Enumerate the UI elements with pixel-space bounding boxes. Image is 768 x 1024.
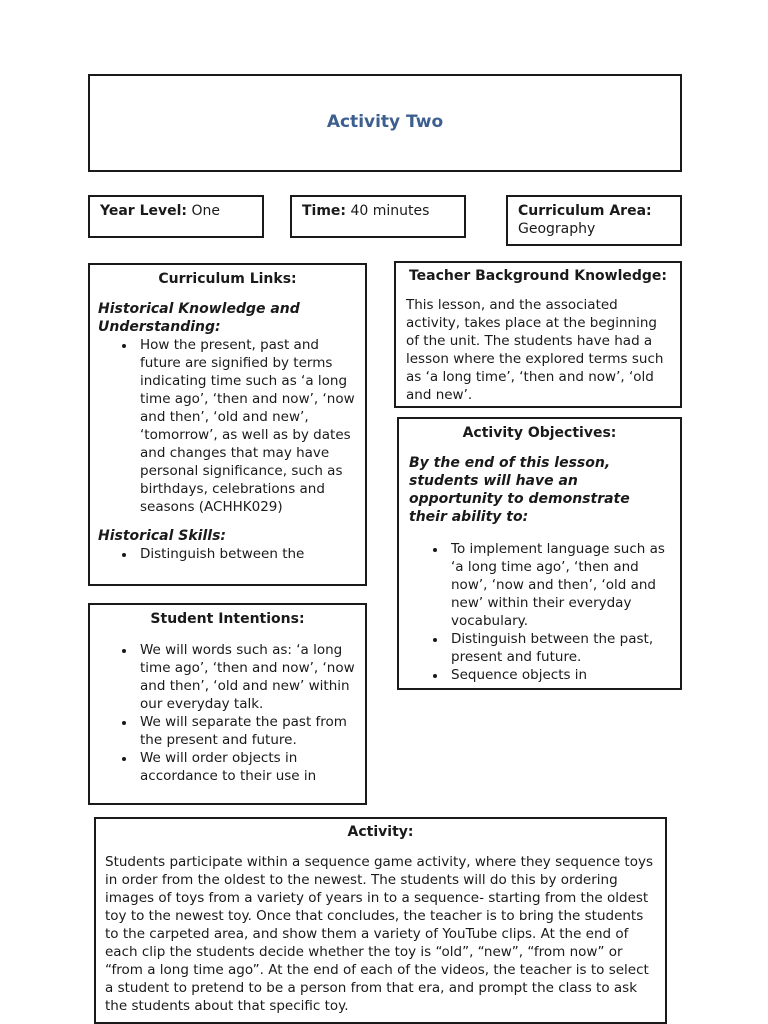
activity-objectives-heading: Activity Objectives: xyxy=(462,425,617,441)
activity-objectives-box xyxy=(397,417,682,690)
year-level-value: One xyxy=(191,203,220,219)
student-intentions-heading: Student Intentions: xyxy=(150,611,305,627)
teacher-background-heading: Teacher Background Knowledge: xyxy=(408,268,668,284)
curriculum-links-heading: Curriculum Links: xyxy=(158,271,297,287)
activity-heading: Activity: xyxy=(347,824,414,840)
objective-item: • To implement language such as ‘a long time ago’, ‘then and now’, ‘now and then’, ‘old and new’ within their everyday vocabulary. xyxy=(447,540,670,630)
historical-skills-heading: Historical Skills: xyxy=(98,528,227,544)
time-value: 40 minutes xyxy=(350,203,430,219)
time-box xyxy=(290,195,466,238)
title-box xyxy=(88,74,682,172)
historical-knowledge-heading: Historical Knowledge and Understanding: xyxy=(98,301,300,335)
intention-item: • We will separate the past from the present and future. xyxy=(136,713,357,749)
curriculum-link-item: • How the present, past and future are signified by terms indicating time such as ‘a long time ago’, ‘then and now’, ‘now and then’, ‘old and new’, ‘tomorrow’, as well as by dates and changes that may have personal significance, such as birthdays, celebrations and seasons (ACHHK029) xyxy=(136,336,357,516)
teacher-background-text: This lesson, and the associated activity, takes place at the beginning of the unit. The students have had a lesson where the explored terms such as ‘a long time’, ‘then and now’, ‘old and new’. xyxy=(406,297,664,403)
teacher-background-box xyxy=(394,261,682,408)
page-title: Activity Two xyxy=(326,112,444,132)
student-intentions-box xyxy=(88,603,367,805)
intention-item: • We will order objects in accordance to their use in xyxy=(136,749,357,785)
time-label: Time: xyxy=(302,203,347,219)
intention-item: • We will words such as: ‘a long time ago’, ‘then and now’, ‘now and then’, ‘old and new’ within our everyday talk. xyxy=(136,641,357,713)
year-level-box xyxy=(88,195,264,238)
curriculum-area-value: Geography xyxy=(518,221,596,237)
activity-text: Students participate within a sequence game activity, where they sequence toys in order from the oldest to the newest. The students will do this by ordering images of toys from a variety of years in to a sequence- starting from the oldest toy to the newest toy. Once that concludes, the teacher is to bring the students to the carpeted area, and show them a variety of YouTube clips. At the end of each clip the students decide whether the toy is “old”, “new”, “from now” or “from a long time ago”. At the end of each of the videos, the teacher is to select a student to pretend to be a person from that era, and prompt the class to ask the students about that specific toy. xyxy=(105,854,654,1014)
curriculum-links-box xyxy=(88,263,367,586)
objective-item: • Distinguish between the past, present and future. xyxy=(447,630,670,666)
activity-objectives-intro: By the end of this lesson, students will have an opportunity to demonstrate their ability to: xyxy=(409,455,630,525)
year-level-label: Year Level: xyxy=(100,203,188,219)
curriculum-area-label: Curriculum Area: xyxy=(518,203,652,219)
historical-skill-item: • Distinguish between the xyxy=(136,545,357,563)
curriculum-area-box xyxy=(506,195,682,246)
objective-item: • Sequence objects in xyxy=(447,666,670,684)
activity-box xyxy=(94,817,667,1024)
